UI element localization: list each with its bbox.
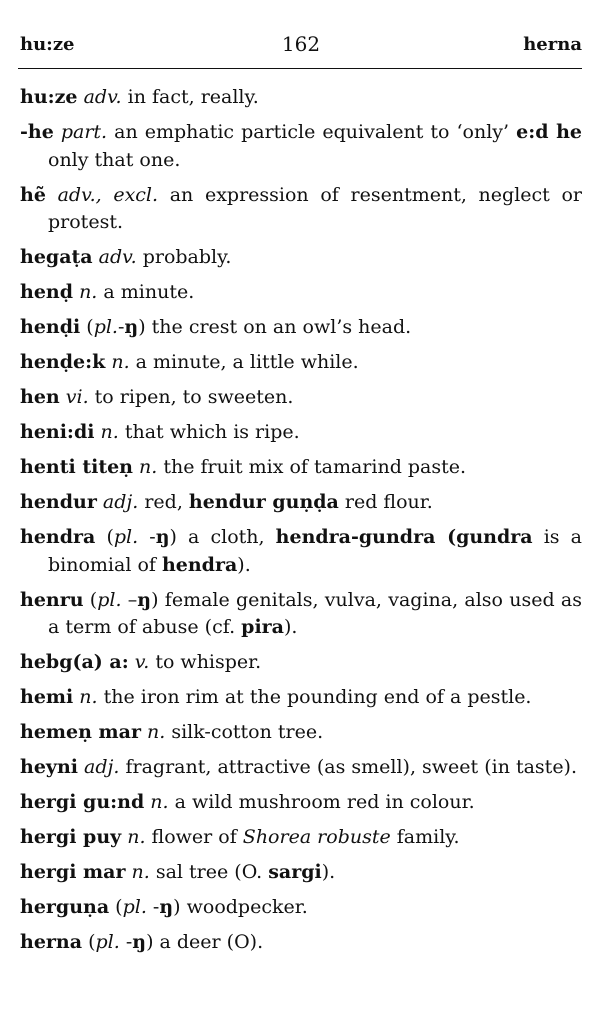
grammar-label: n. [139,456,158,478]
headword-text: hendra [20,526,96,548]
definition-text: ). [237,553,251,576]
dictionary-entry [20,719,582,747]
dictionary-entry [20,489,582,517]
definition-text: ) woodpecker. [173,896,308,918]
dictionary-entries [20,84,582,964]
grammar-label: n. [79,686,98,708]
dictionary-entry [20,182,582,237]
grammar-label: n. [131,861,150,883]
dictionary-entry [20,587,582,642]
definition-text: a minute. [97,281,195,303]
grammar-label: Shorea robuste [242,826,391,848]
dictionary-entry [20,524,582,579]
dictionary-entry [20,929,582,957]
headword-text: henḍe:k [20,351,106,373]
definition-text: is a binomial of [48,526,582,576]
definition-text: family. [390,826,460,848]
definition-text: ). [283,616,298,638]
headword-text: henti titeṇ [20,456,133,478]
grammar-label: pl. [95,931,120,953]
definition-text: the iron rim at the pounding end of a pestle. [97,686,532,708]
definition-text: silk-cotton tree. [165,721,324,743]
headword-text: hendra-gundra (gundra [275,526,533,548]
definition-text: a minute, a little while. [129,351,359,373]
definition-text: an emphatic particle equivalent to ‘only’ [107,121,517,143]
definition-text: ( [109,896,123,918]
dictionary-entry [20,244,582,272]
grammar-label: n. [100,421,119,443]
grammar-label: n. [111,351,130,373]
headword-text: hẽ [20,183,46,206]
headword-text: pira [241,616,284,638]
definition-text: in fact, really. [121,86,259,108]
grammar-label: n. [147,721,166,743]
header-last-word: herna [523,34,582,55]
definition-text: a wild mushroom red in colour. [168,791,475,813]
dictionary-entry [20,894,582,922]
headword-text: hegaṭa [20,246,93,268]
header-rule [18,68,582,69]
dictionary-entry [20,824,582,852]
grammar-label: pl. [113,526,139,548]
definition-text: to ripen, to sweeten. [88,386,294,408]
grammar-label: n. [150,791,169,813]
headword-text: hendur [20,491,97,513]
definition-text: ( [82,931,96,953]
definition-text: ( [83,588,98,611]
grammar-label: v. [134,651,150,673]
dictionary-entry [20,789,582,817]
definition-text: an expression of resentment, neglect or protest. [48,183,582,233]
definition-text: ( [80,316,94,338]
headword-text: henḍ [20,281,74,303]
dictionary-entry [20,279,582,307]
headword-text: hendra [161,553,238,576]
headword-text: hemeṇ mar [20,721,141,743]
definition-text [54,121,61,143]
definition-text: red, [138,491,189,513]
grammar-label: part. [60,121,108,143]
grammar-label: vi. [65,386,89,408]
headword-text: heni:di [20,421,95,443]
definition-text: ). [321,861,336,883]
grammar-label: pl. [122,896,147,918]
headword-text: ŋ [124,316,139,338]
grammar-label: adv. [83,86,122,108]
definition-text [46,184,58,206]
headword-text: henḍi [20,316,81,338]
dictionary-entry [20,84,582,112]
headword-text: herguṇa [20,896,110,918]
definition-text: - [146,896,160,918]
definition-text: - [119,931,133,953]
headword-text: hendur guṇḍa [188,491,339,513]
headword-text: ŋ [137,588,152,611]
dictionary-entry [20,119,582,174]
grammar-label: adj. [102,491,139,513]
grammar-label: adv., excl. [57,183,159,206]
headword-text: ŋ [132,931,147,953]
grammar-label: pl. [97,588,122,611]
grammar-label: n. [79,281,98,303]
headword-text: hebg(a) a: [20,651,129,673]
headword-text: hu:ze [20,86,78,108]
headword-text: e:d he [516,121,583,143]
definition-text: - [138,526,156,548]
definition-text: probably. [136,246,232,268]
definition-text: sal tree (O. [149,861,269,883]
headword-text: hemi [20,686,74,708]
headword-text: herna [20,931,83,953]
definition-text: to whisper. [149,651,262,673]
definition-text: fragrant, attractive (as smell), sweet (in taste). [119,756,578,778]
running-header [20,30,582,58]
dictionary-entry [20,454,582,482]
header-first-word: hu:ze [20,34,75,55]
headword-text: ŋ [155,526,170,548]
headword-text: henru [20,588,84,611]
dictionary-entry [20,649,582,677]
headword-text: hen [20,386,60,408]
dictionary-entry [20,419,582,447]
definition-text: – [121,588,138,611]
grammar-label: adv. [98,246,137,268]
definition-text: red flour. [338,491,433,513]
definition-text: - [117,316,125,338]
page-number: 162 [281,32,321,56]
definition-text: ) female genitals, vulva, vagina, also used as a term of abuse (cf. [48,588,582,638]
definition-text: the fruit mix of tamarind paste. [157,456,467,478]
dictionary-entry [20,314,582,342]
headword-text: hergi gu:nd [20,791,145,813]
definition-text: flower of [145,826,243,848]
dictionary-entry [20,349,582,377]
definition-text: that which is ripe. [118,421,300,443]
grammar-label: pl. [93,316,118,338]
headword-text: hergi puy [20,826,122,848]
dictionary-entry [20,384,582,412]
headword-text: hergi mar [20,861,126,883]
headword-text: heyni [20,756,78,778]
grammar-label: n. [127,826,146,848]
definition-text: only that one. [48,148,181,171]
dictionary-entry [20,754,582,782]
dictionary-entry [20,684,582,712]
headword-text: sargi [268,861,322,883]
dictionary-entry [20,859,582,887]
definition-text: ) a cloth, [169,526,276,548]
definition-text: ( [95,526,114,548]
definition-text: ) the crest on an owl’s head. [138,316,412,338]
headword-text: -he [20,121,54,143]
grammar-label: adj. [84,756,120,778]
headword-text: ŋ [159,896,174,918]
definition-text: ) a deer (O). [146,931,264,953]
